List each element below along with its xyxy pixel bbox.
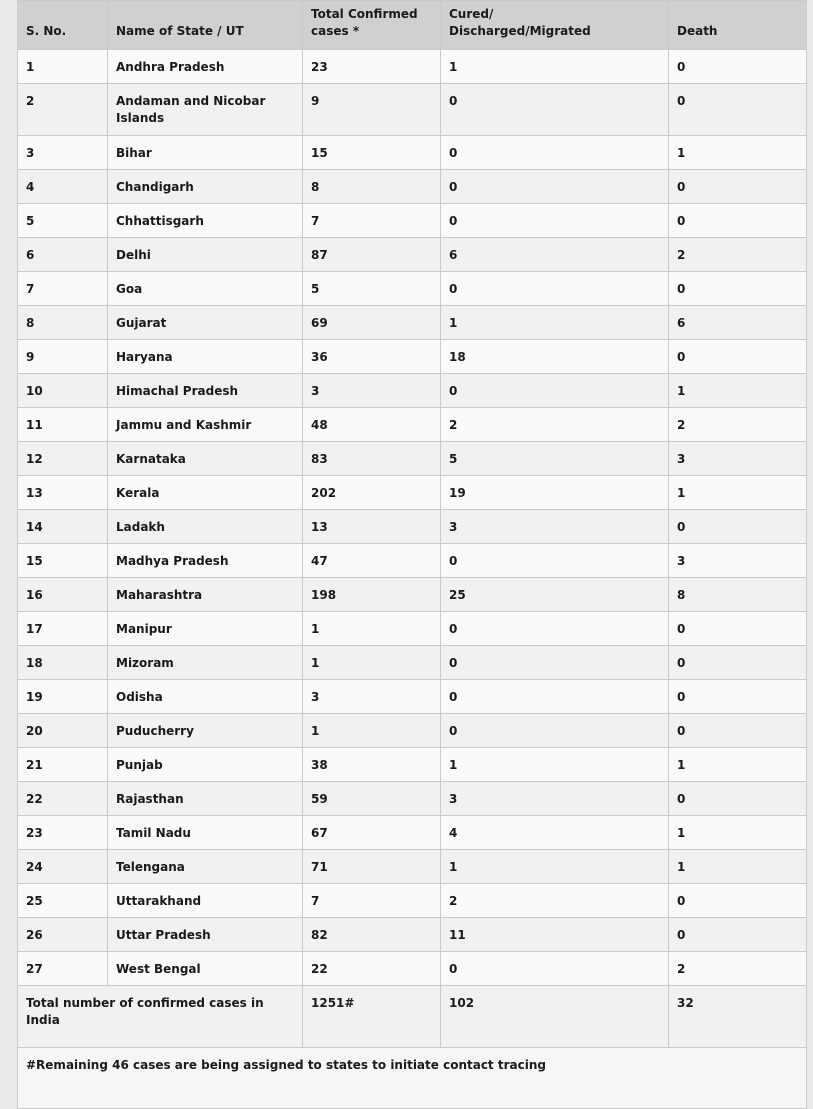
table-row [18, 340, 807, 374]
total-label: Total number of confirmed cases in India [18, 986, 303, 1048]
cell-state: Delhi [108, 238, 303, 272]
cell-confirmed: 198 [303, 578, 441, 612]
cell-cured: 1 [441, 306, 669, 340]
cell-state: Himachal Pradesh [108, 374, 303, 408]
cell-confirmed: 3 [303, 374, 441, 408]
cell-death: 2 [669, 408, 807, 442]
cell-death: 3 [669, 544, 807, 578]
table-row [18, 918, 807, 952]
cell-death: 0 [669, 340, 807, 374]
cell-cured: 0 [441, 544, 669, 578]
table-row [18, 408, 807, 442]
header-cured-line2: Discharged/Migrated [449, 24, 591, 38]
cell-confirmed: 67 [303, 816, 441, 850]
cell-confirmed: 59 [303, 782, 441, 816]
cell-death: 0 [669, 170, 807, 204]
cell-death: 2 [669, 238, 807, 272]
cell-sno: 26 [18, 918, 108, 952]
cell-death: 0 [669, 714, 807, 748]
cell-sno: 27 [18, 952, 108, 986]
cell-sno: 4 [18, 170, 108, 204]
cell-state: Goa [108, 272, 303, 306]
cell-sno: 20 [18, 714, 108, 748]
cell-sno: 17 [18, 612, 108, 646]
cell-cured: 19 [441, 476, 669, 510]
table-row [18, 510, 807, 544]
cell-cured: 1 [441, 850, 669, 884]
cell-cured: 0 [441, 84, 669, 136]
table-row [18, 646, 807, 680]
cell-confirmed: 82 [303, 918, 441, 952]
cell-state: Odisha [108, 680, 303, 714]
cell-state: Ladakh [108, 510, 303, 544]
cell-cured: 5 [441, 442, 669, 476]
cell-state: Bihar [108, 136, 303, 170]
table-row [18, 952, 807, 986]
cell-confirmed: 87 [303, 238, 441, 272]
cell-cured: 0 [441, 136, 669, 170]
table-header-row [18, 1, 807, 50]
cell-sno: 1 [18, 50, 108, 84]
cell-death: 1 [669, 476, 807, 510]
cell-confirmed: 15 [303, 136, 441, 170]
cell-sno: 25 [18, 884, 108, 918]
cell-death: 1 [669, 136, 807, 170]
cell-cured: 3 [441, 782, 669, 816]
table-row [18, 442, 807, 476]
table-row [18, 748, 807, 782]
cell-confirmed: 48 [303, 408, 441, 442]
table-row [18, 544, 807, 578]
cell-sno: 15 [18, 544, 108, 578]
header-total-confirmed-line2: cases * [311, 24, 360, 38]
cell-sno: 7 [18, 272, 108, 306]
cell-sno: 21 [18, 748, 108, 782]
cell-cured: 1 [441, 50, 669, 84]
table-row [18, 714, 807, 748]
total-confirmed: 1251# [303, 986, 441, 1048]
table-row [18, 578, 807, 612]
cell-cured: 0 [441, 374, 669, 408]
header-total-confirmed [303, 1, 441, 50]
cell-death: 0 [669, 272, 807, 306]
cell-death: 0 [669, 680, 807, 714]
total-cured: 102 [441, 986, 669, 1048]
cell-death: 0 [669, 50, 807, 84]
cell-state: Manipur [108, 612, 303, 646]
table-body [18, 50, 807, 1109]
cell-cured: 0 [441, 714, 669, 748]
cell-death: 0 [669, 646, 807, 680]
cell-cured: 18 [441, 340, 669, 374]
cell-sno: 11 [18, 408, 108, 442]
table-row [18, 170, 807, 204]
cell-sno: 6 [18, 238, 108, 272]
header-cured-line1: Cured/ [449, 7, 494, 21]
cell-state: Kerala [108, 476, 303, 510]
cell-confirmed: 47 [303, 544, 441, 578]
cell-sno: 9 [18, 340, 108, 374]
cell-state: Andaman and Nicobar Islands [108, 84, 303, 136]
cell-state: Jammu and Kashmir [108, 408, 303, 442]
table-row [18, 238, 807, 272]
covid-state-table-container [17, 0, 806, 1109]
cell-sno: 5 [18, 204, 108, 238]
cell-confirmed: 7 [303, 204, 441, 238]
table-row [18, 816, 807, 850]
cell-state: Karnataka [108, 442, 303, 476]
cell-confirmed: 22 [303, 952, 441, 986]
cell-cured: 4 [441, 816, 669, 850]
cell-sno: 2 [18, 84, 108, 136]
cell-cured: 0 [441, 170, 669, 204]
cell-state: West Bengal [108, 952, 303, 986]
table-row [18, 204, 807, 238]
header-sno: S. No. [18, 1, 108, 50]
footnote-row [18, 1048, 807, 1109]
cell-death: 2 [669, 952, 807, 986]
cell-confirmed: 38 [303, 748, 441, 782]
cell-death: 0 [669, 782, 807, 816]
cell-cured: 0 [441, 646, 669, 680]
cell-cured: 6 [441, 238, 669, 272]
cell-death: 0 [669, 612, 807, 646]
cell-confirmed: 5 [303, 272, 441, 306]
covid-state-table [17, 0, 807, 1109]
cell-state: Uttarakhand [108, 884, 303, 918]
cell-state: Haryana [108, 340, 303, 374]
cell-confirmed: 36 [303, 340, 441, 374]
cell-death: 0 [669, 510, 807, 544]
cell-state: Mizoram [108, 646, 303, 680]
cell-cured: 0 [441, 272, 669, 306]
cell-death: 0 [669, 84, 807, 136]
cell-confirmed: 202 [303, 476, 441, 510]
table-row [18, 50, 807, 84]
cell-cured: 11 [441, 918, 669, 952]
cell-state: Rajasthan [108, 782, 303, 816]
table-row [18, 850, 807, 884]
cell-sno: 10 [18, 374, 108, 408]
cell-sno: 14 [18, 510, 108, 544]
header-state: Name of State / UT [108, 1, 303, 50]
cell-sno: 19 [18, 680, 108, 714]
cell-sno: 16 [18, 578, 108, 612]
cell-cured: 0 [441, 612, 669, 646]
cell-confirmed: 9 [303, 84, 441, 136]
table-row [18, 884, 807, 918]
total-death: 32 [669, 986, 807, 1048]
cell-death: 3 [669, 442, 807, 476]
cell-state: Gujarat [108, 306, 303, 340]
table-row [18, 84, 807, 136]
cell-cured: 0 [441, 680, 669, 714]
cell-sno: 18 [18, 646, 108, 680]
cell-state: Madhya Pradesh [108, 544, 303, 578]
table-row [18, 272, 807, 306]
cell-death: 1 [669, 374, 807, 408]
cell-death: 6 [669, 306, 807, 340]
cell-confirmed: 69 [303, 306, 441, 340]
total-row [18, 986, 807, 1048]
table-row [18, 680, 807, 714]
cell-death: 1 [669, 850, 807, 884]
cell-cured: 2 [441, 408, 669, 442]
cell-confirmed: 1 [303, 612, 441, 646]
cell-confirmed: 83 [303, 442, 441, 476]
table-row [18, 136, 807, 170]
cell-confirmed: 1 [303, 646, 441, 680]
cell-sno: 12 [18, 442, 108, 476]
cell-state: Chhattisgarh [108, 204, 303, 238]
cell-confirmed: 1 [303, 714, 441, 748]
cell-confirmed: 3 [303, 680, 441, 714]
cell-confirmed: 8 [303, 170, 441, 204]
cell-death: 1 [669, 748, 807, 782]
cell-state: Telengana [108, 850, 303, 884]
header-total-confirmed-line1: Total Confirmed [311, 7, 418, 21]
cell-state: Chandigarh [108, 170, 303, 204]
cell-sno: 3 [18, 136, 108, 170]
cell-state: Uttar Pradesh [108, 918, 303, 952]
footnote: #Remaining 46 cases are being assigned to states to initiate contact tracing [18, 1048, 807, 1109]
cell-state: Maharashtra [108, 578, 303, 612]
table-row [18, 612, 807, 646]
cell-confirmed: 23 [303, 50, 441, 84]
cell-sno: 13 [18, 476, 108, 510]
header-death: Death [669, 1, 807, 50]
cell-sno: 8 [18, 306, 108, 340]
cell-confirmed: 71 [303, 850, 441, 884]
cell-death: 0 [669, 884, 807, 918]
cell-cured: 2 [441, 884, 669, 918]
cell-cured: 0 [441, 952, 669, 986]
cell-state: Andhra Pradesh [108, 50, 303, 84]
table-row [18, 306, 807, 340]
cell-death: 0 [669, 918, 807, 952]
cell-cured: 25 [441, 578, 669, 612]
table-row [18, 476, 807, 510]
cell-death: 1 [669, 816, 807, 850]
cell-cured: 3 [441, 510, 669, 544]
cell-sno: 23 [18, 816, 108, 850]
cell-death: 0 [669, 204, 807, 238]
table-row [18, 782, 807, 816]
cell-sno: 24 [18, 850, 108, 884]
cell-state: Tamil Nadu [108, 816, 303, 850]
cell-cured: 1 [441, 748, 669, 782]
cell-state: Punjab [108, 748, 303, 782]
cell-state: Puducherry [108, 714, 303, 748]
table-row [18, 374, 807, 408]
cell-cured: 0 [441, 204, 669, 238]
cell-death: 8 [669, 578, 807, 612]
cell-confirmed: 13 [303, 510, 441, 544]
cell-confirmed: 7 [303, 884, 441, 918]
cell-sno: 22 [18, 782, 108, 816]
header-cured [441, 1, 669, 50]
